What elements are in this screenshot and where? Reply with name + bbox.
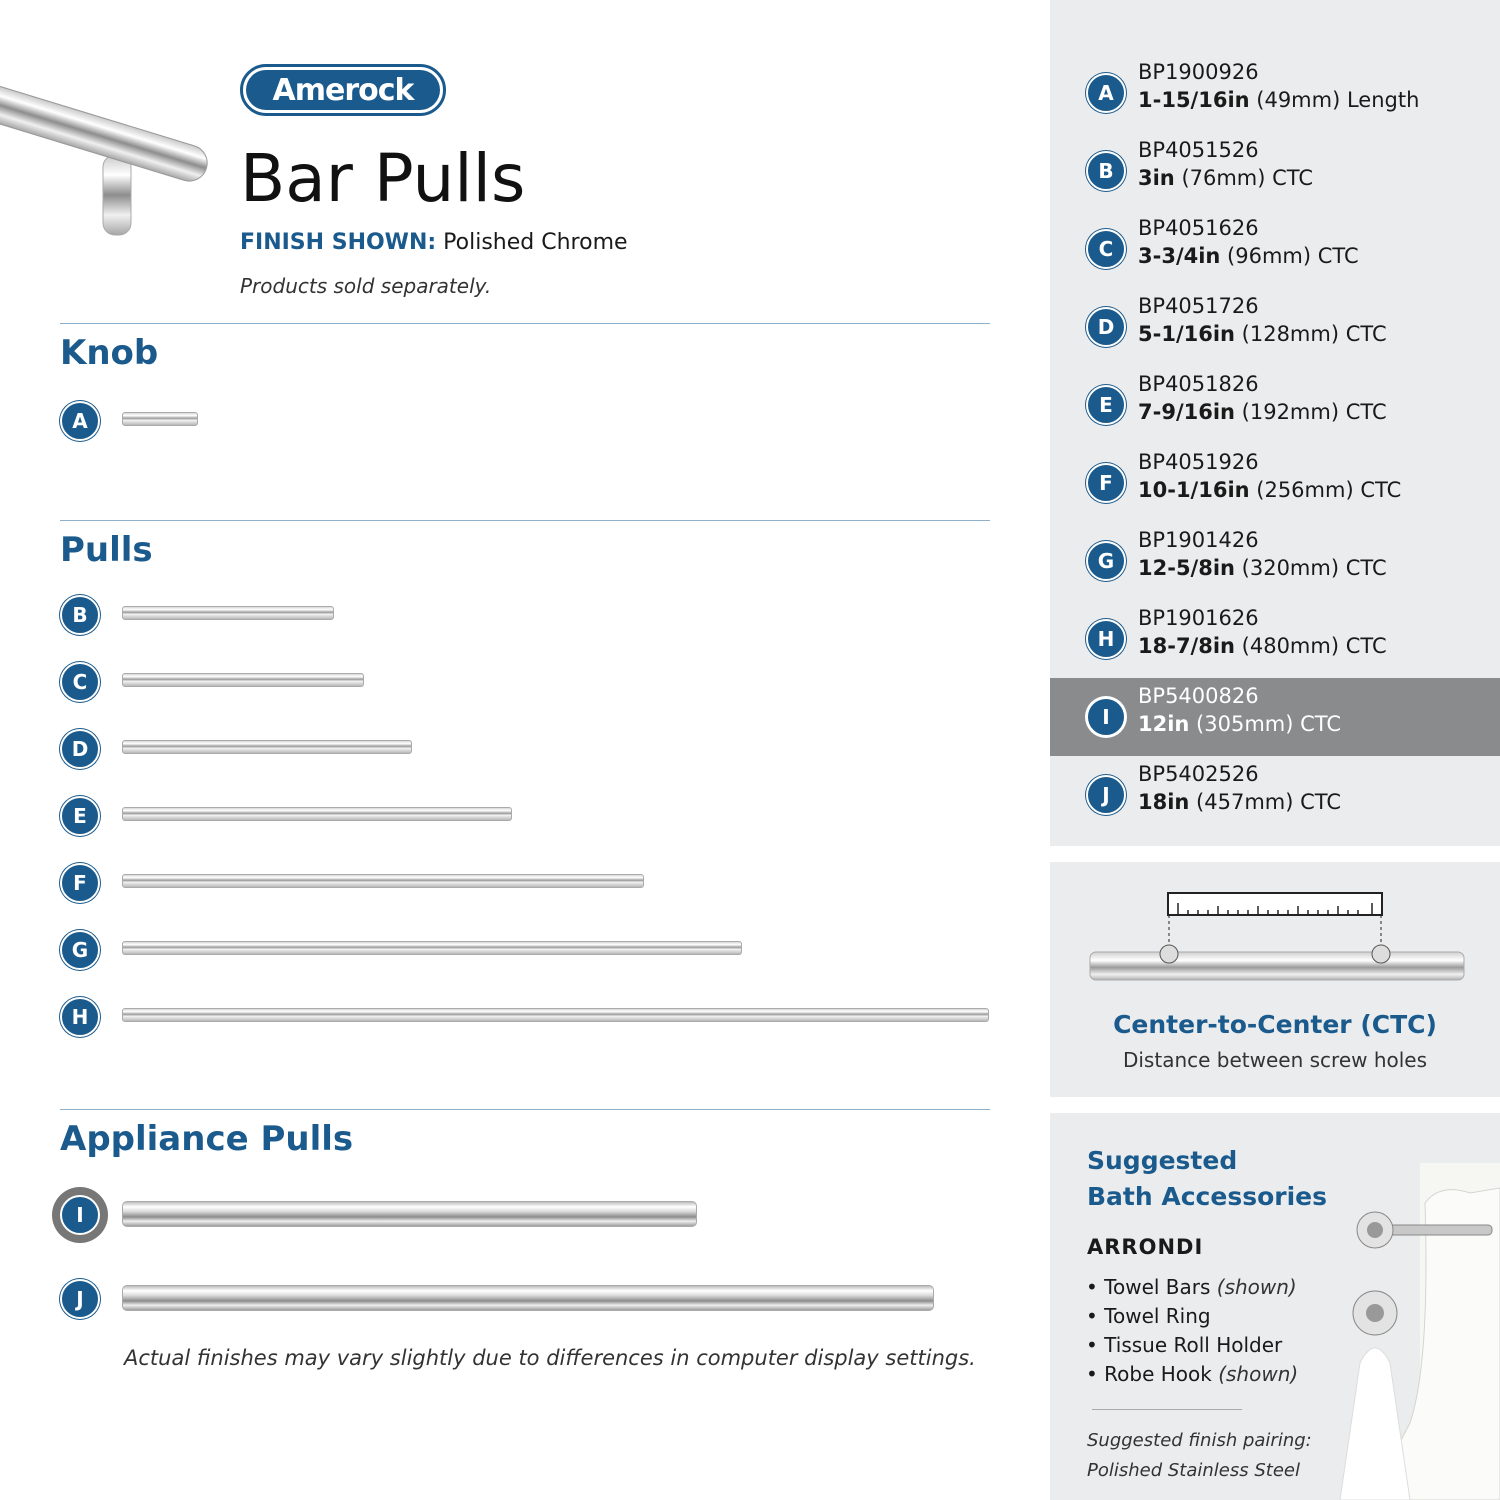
spec-size-detail: (96mm) CTC	[1220, 244, 1359, 268]
spec-size-detail: (256mm) CTC	[1249, 478, 1402, 502]
spec-code: BP1901426	[1138, 528, 1259, 552]
spec-dimension	[1138, 556, 1387, 580]
divider	[60, 323, 990, 324]
ctc-subtitle: Distance between screw holes	[1122, 1048, 1428, 1072]
spec-badge: F	[1086, 463, 1126, 503]
spec-code: BP4051826	[1138, 372, 1259, 396]
pull-image-g	[122, 941, 742, 955]
spec-dimension	[1138, 712, 1341, 736]
accessory-note: (shown)	[1218, 1362, 1299, 1386]
spec-size: 12in	[1138, 712, 1190, 736]
spec-size-detail: (457mm) CTC	[1189, 790, 1342, 814]
finish-pairing-value: Polished Stainless Steel	[1087, 1460, 1300, 1481]
spec-code: BP4051726	[1138, 294, 1259, 318]
spec-size-detail: (49mm) Length	[1249, 88, 1420, 112]
list-item: • Towel Ring	[1086, 1304, 1211, 1328]
appliance-pull-image-i	[122, 1201, 697, 1227]
accessories-list	[1086, 1275, 1298, 1391]
accessory-name: Robe Hook	[1104, 1362, 1212, 1386]
section-title-appliance-pulls: Appliance Pulls	[60, 1119, 354, 1159]
spec-dimension	[1138, 322, 1387, 346]
spec-row-i	[1050, 678, 1500, 756]
sold-separately-note: Products sold separately.	[240, 274, 492, 298]
pull-image-b	[122, 606, 334, 620]
spec-size: 18in	[1138, 790, 1190, 814]
divider	[1092, 1409, 1242, 1410]
item-badge-b: B	[60, 595, 100, 635]
spec-badge: E	[1086, 385, 1126, 425]
spec-row-a	[1050, 54, 1500, 132]
accessory-name: Tissue Roll Holder	[1104, 1333, 1283, 1357]
spec-size: 18-7/8in	[1138, 634, 1235, 658]
spec-size-detail: (76mm) CTC	[1174, 166, 1314, 190]
list-item: • Robe Hook (shown)	[1086, 1362, 1299, 1386]
finish-label: FINISH SHOWN:	[240, 230, 437, 255]
appliance-pull-image-j	[122, 1285, 934, 1311]
finish-pairing-label: Suggested finish pairing:	[1087, 1430, 1312, 1451]
spec-row-h	[1050, 600, 1500, 678]
list-item: • Towel Bars (shown)	[1086, 1275, 1297, 1299]
accessory-note: (shown)	[1216, 1275, 1297, 1299]
bar-pull-hero-image	[0, 70, 215, 245]
bath-accessories-image	[1330, 1163, 1500, 1500]
finish-value: Polished Chrome	[443, 230, 628, 255]
spec-size: 10-1/16in	[1138, 478, 1250, 502]
spec-size: 7-9/16in	[1138, 400, 1235, 424]
item-badge-c: C	[60, 662, 100, 702]
spec-code: BP4051926	[1138, 450, 1259, 474]
pull-image-c	[122, 673, 364, 687]
spec-code: BP5402526	[1138, 762, 1259, 786]
spec-row-j	[1050, 756, 1500, 834]
collection-name: ARRONDI	[1087, 1235, 1204, 1259]
spec-dimension	[1138, 166, 1313, 190]
divider	[60, 1109, 990, 1110]
item-badge-f: F	[60, 863, 100, 903]
spec-size-detail: (305mm) CTC	[1189, 712, 1342, 736]
knob-image-a	[122, 412, 198, 426]
spec-dimension	[1138, 244, 1359, 268]
page-title: Bar Pulls	[240, 140, 526, 217]
spec-badge: B	[1086, 151, 1126, 191]
spec-badge: H	[1086, 619, 1126, 659]
pull-image-h	[122, 1008, 989, 1022]
spec-code: BP1900926	[1138, 60, 1259, 84]
spec-row-d	[1050, 288, 1500, 366]
spec-dimension	[1138, 88, 1419, 112]
spec-dimension	[1138, 400, 1387, 424]
ctc-panel	[1050, 862, 1500, 1097]
section-title-pulls: Pulls	[60, 530, 153, 570]
spec-badge: G	[1086, 541, 1126, 581]
item-badge-e: E	[60, 796, 100, 836]
ctc-title: Center-to-Center (CTC)	[1113, 1010, 1437, 1039]
spec-badge: D	[1086, 307, 1126, 347]
spec-size: 12-5/8in	[1138, 556, 1235, 580]
accessories-heading-line2: Bath Accessories	[1087, 1182, 1327, 1211]
spec-badge: J	[1086, 775, 1126, 815]
item-badge-h: H	[60, 997, 100, 1037]
accessory-name: Towel Ring	[1104, 1304, 1211, 1328]
spec-dimension	[1138, 634, 1387, 658]
spec-size-detail: (128mm) CTC	[1234, 322, 1387, 346]
pull-image-d	[122, 740, 412, 754]
section-title-knob: Knob	[60, 333, 159, 373]
item-badge-g: G	[60, 930, 100, 970]
item-badge-d: D	[60, 729, 100, 769]
ctc-diagram	[1088, 888, 1468, 988]
spec-code: BP5400826	[1138, 684, 1259, 708]
spec-code: BP4051526	[1138, 138, 1259, 162]
spec-row-b	[1050, 132, 1500, 210]
spec-row-g	[1050, 522, 1500, 600]
spec-size-detail: (480mm) CTC	[1234, 634, 1387, 658]
divider	[60, 520, 990, 521]
item-badge-j: J	[60, 1279, 100, 1319]
spec-code: BP4051626	[1138, 216, 1259, 240]
spec-badge: A	[1086, 73, 1126, 113]
spec-dimension	[1138, 478, 1401, 502]
amerock-logo	[240, 64, 446, 116]
pull-image-f	[122, 874, 644, 888]
list-item: • Tissue Roll Holder	[1086, 1333, 1283, 1357]
spec-row-f	[1050, 444, 1500, 522]
spec-size: 5-1/16in	[1138, 322, 1235, 346]
spec-badge: C	[1086, 229, 1126, 269]
spec-code: BP1901626	[1138, 606, 1259, 630]
spec-badge: I	[1086, 697, 1126, 737]
accessories-heading-line1: Suggested	[1087, 1146, 1238, 1175]
item-badge-i: I	[60, 1195, 100, 1235]
spec-dimension	[1138, 790, 1341, 814]
logo-text: Amerock	[246, 70, 440, 110]
spec-size: 1-15/16in	[1138, 88, 1250, 112]
spec-size-detail: (320mm) CTC	[1234, 556, 1387, 580]
finish-disclaimer: Actual finishes may vary slightly due to differences in computer display settings.	[124, 1346, 976, 1370]
spec-size: 3-3/4in	[1138, 244, 1221, 268]
spec-size: 3in	[1138, 166, 1175, 190]
accessory-name: Towel Bars	[1104, 1275, 1211, 1299]
spec-row-e	[1050, 366, 1500, 444]
pull-image-e	[122, 807, 512, 821]
item-badge-a: A	[60, 401, 100, 441]
spec-size-detail: (192mm) CTC	[1234, 400, 1387, 424]
spec-row-c	[1050, 210, 1500, 288]
